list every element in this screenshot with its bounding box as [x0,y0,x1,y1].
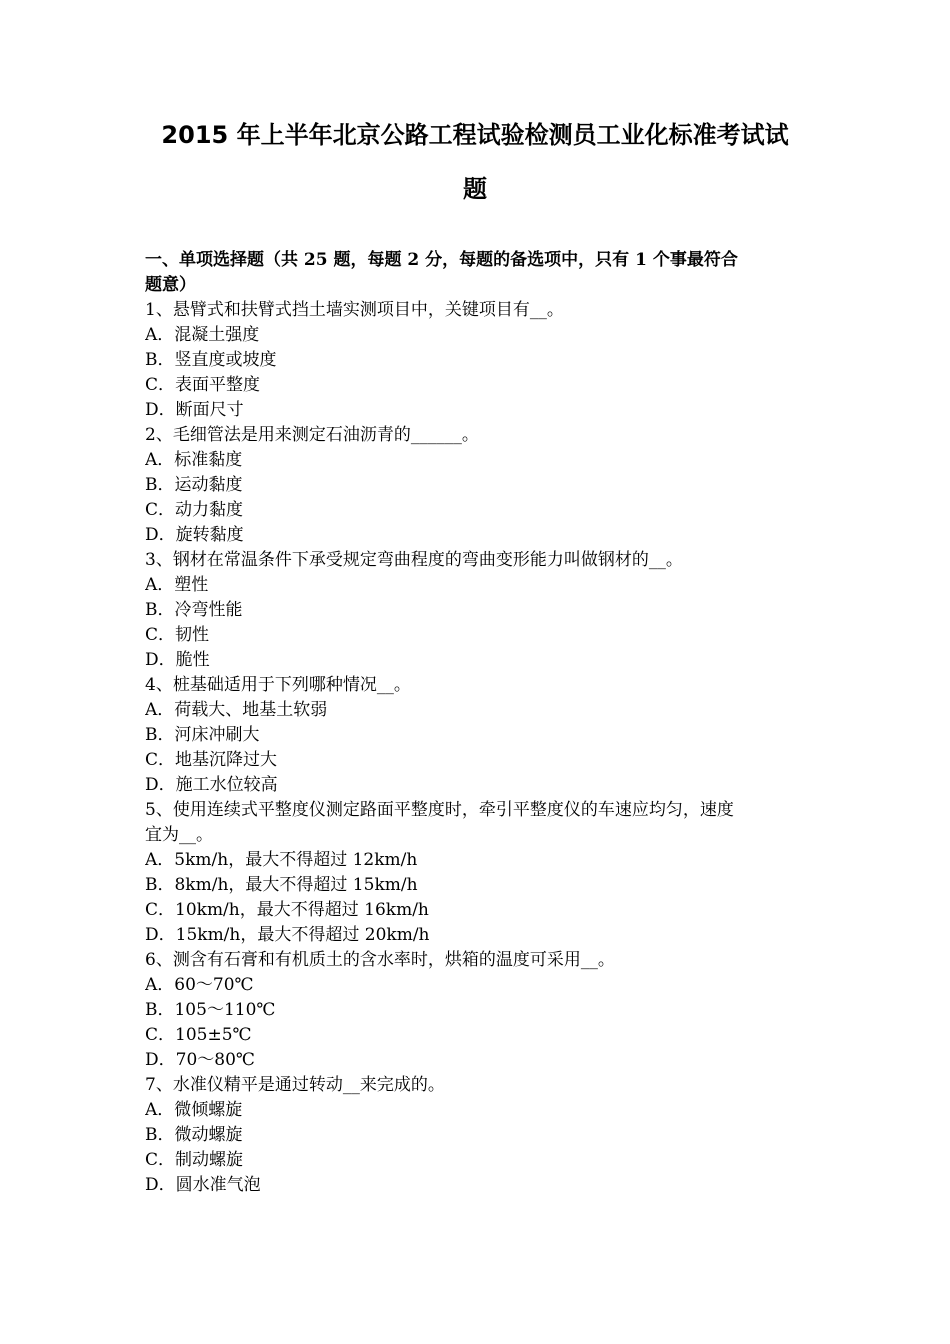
answer-option: B．竖直度或坡度 [145,350,277,370]
answer-option: D．脆性 [145,650,210,670]
question-4 [145,673,807,798]
question-2 [145,423,807,548]
question-1 [145,298,807,423]
question-stem: 7、水准仪精平是通过转动__来完成的。 [145,1075,445,1095]
answer-option: B．微动螺旋 [145,1125,243,1145]
answer-option: A．塑性 [145,575,209,595]
question-stem: 2、毛细管法是用来测定石油沥青的______。 [145,425,479,445]
answer-option: D．断面尺寸 [145,400,244,420]
question-7 [145,1073,807,1198]
question-stem: 6、测含有石膏和有机质土的含水率时，烘箱的温度可采用__。 [145,950,615,970]
question-stem: 宜为__。 [145,825,213,845]
answer-option: A．混凝土强度 [145,325,260,345]
answer-option: B．冷弯性能 [145,600,243,620]
section-heading-line-1: 一、单项选择题（共 25 题，每题 2 分，每题的备选项中，只有 1 个事最符合 [145,250,738,270]
question-stem: 5、使用连续式平整度仪测定路面平整度时，牵引平整度仪的车速应均匀，速度 [145,800,734,820]
answer-option: A．微倾螺旋 [145,1100,243,1120]
answer-option: D．圆水准气泡 [145,1175,261,1195]
question-stem: 3、钢材在常温条件下承受规定弯曲程度的弯曲变形能力叫做钢材的__。 [145,550,683,570]
answer-option: B．运动黏度 [145,475,243,495]
section-heading-line-2: 题意） [145,275,196,295]
document-title-line-2: 题 [463,175,487,203]
answer-option: C．表面平整度 [145,375,261,395]
answer-option: D．15km/h，最大不得超过 20km/h [145,925,430,945]
answer-option: C．地基沉降过大 [145,750,278,770]
question-list [145,298,807,1198]
answer-option: B．河床冲刷大 [145,725,260,745]
answer-option: D．70～80℃ [145,1050,255,1070]
answer-option: C．制动螺旋 [145,1150,244,1170]
section-heading [145,248,807,298]
answer-option: C．动力黏度 [145,500,244,520]
answer-option: C．韧性 [145,625,210,645]
document-title-line-1: 2015 年上半年北京公路工程试验检测员工业化标准考试试 [161,121,789,149]
answer-option: B．105～110℃ [145,1000,276,1020]
answer-option: A．标准黏度 [145,450,243,470]
answer-option: C．105±5℃ [145,1025,252,1045]
question-5 [145,798,807,948]
answer-option: A．荷载大、地基土软弱 [145,700,328,720]
answer-option: D．旋转黏度 [145,525,244,545]
question-stem: 4、桩基础适用于下列哪种情况__。 [145,675,411,695]
answer-option: D．施工水位较高 [145,775,278,795]
question-6 [145,948,807,1073]
answer-option: A．5km/h，最大不得超过 12km/h [145,850,418,870]
answer-option: B．8km/h，最大不得超过 15km/h [145,875,418,895]
answer-option: C．10km/h，最大不得超过 16km/h [145,900,429,920]
answer-option: A．60～70℃ [145,975,254,995]
question-3 [145,548,807,673]
question-stem: 1、悬臂式和扶臂式挡土墙实测项目中，关键项目有__。 [145,300,564,320]
